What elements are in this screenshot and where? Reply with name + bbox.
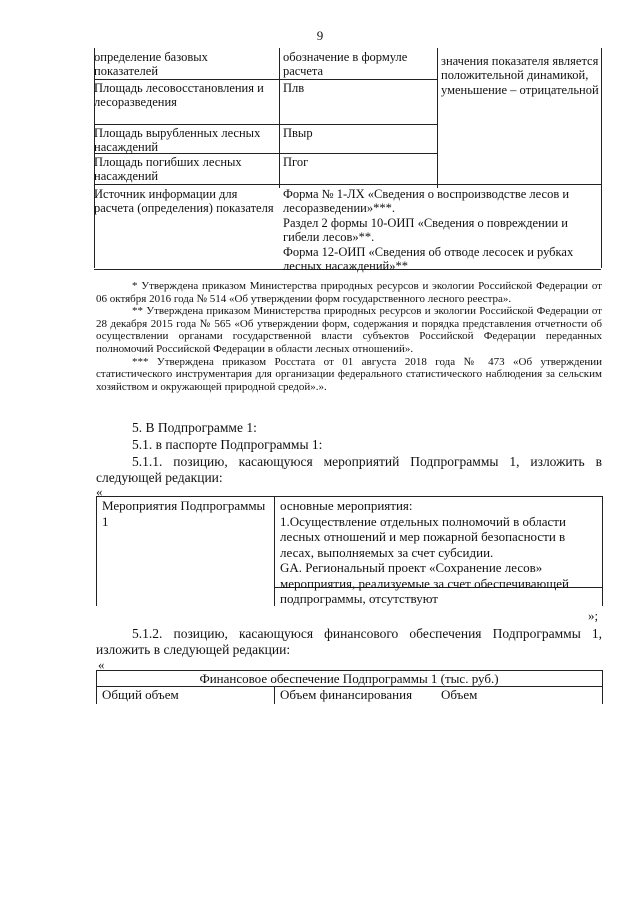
measures-table [96, 490, 602, 610]
table-cell: Плв [283, 81, 305, 95]
paragraph: 5.1.1. позицию, касающуюся мероприятий Подпрограммы 1, изложить в следующей редакции: [96, 454, 602, 485]
footnotes [96, 280, 602, 393]
table-cell [283, 187, 601, 273]
table-border [94, 184, 601, 185]
footnote: *** Утверждена приказом Росстата от 01 августа 2018 года № 473 «Об утверждении статистического инструментария для организации федерального статистического наблюдения за сельским хозяйством и окружающей природной средой».». [96, 355, 602, 393]
table-border [94, 124, 437, 125]
table-header: Финансовое обеспечение Подпрограммы 1 (тыс. руб.) [199, 671, 499, 686]
closing-quote: »; [588, 608, 599, 623]
page-number: 9 [316, 28, 324, 43]
source-line: Форма № 1-ЛХ «Сведения о воспроизводстве лесов и лесоразведении»***. [283, 187, 570, 216]
table-cell: Источник информации для расчета (определения) показателя [94, 187, 274, 216]
measure-line: основные мероприятия: [280, 498, 413, 513]
table-cell: Пгог [283, 155, 309, 169]
table-border [94, 79, 437, 80]
source-line: Раздел 2 формы 10-ОИП «Сведения о повреждении и гибели лесов»**. [283, 215, 568, 245]
paragraph: 5.1.2. позицию, касающуюся финансового обеспечения Подпрограммы 1, изложить в следующей редакции: [96, 626, 602, 657]
table-cell: Мероприятия Подпрограммы 1 [102, 498, 266, 529]
table-cell: обозначение в формуле расчета [283, 50, 408, 79]
table-border [602, 670, 603, 704]
table-border [602, 496, 603, 606]
opening-quote: « [98, 657, 105, 672]
table-cell [280, 498, 602, 607]
table-cell: Площадь погибших лесных насаждений [94, 155, 242, 184]
source-line: Форма 12-ОИП «Сведения об отводе лесосек и рубках лесных насаждений»** [283, 244, 574, 274]
table-cell: Площадь вырубленных лесных насаждений [94, 126, 261, 155]
table-cell: Объем финансирования [280, 687, 413, 702]
table-cell: Пвыр [283, 126, 313, 140]
paragraph: 5. В Подпрограмме 1: [132, 420, 257, 435]
table-border [96, 496, 97, 606]
table-cell: Общий объем [102, 687, 179, 702]
table-cell: определение базовых показателей [94, 50, 208, 79]
opening-quote: « [96, 484, 103, 499]
table-border [274, 686, 275, 704]
table-cell: Объем [441, 687, 478, 702]
table-border [274, 496, 275, 606]
measure-line: GA. Региональный проект «Сохранение лесов» [280, 560, 543, 575]
indicator-table [94, 48, 602, 278]
table-border [279, 48, 280, 188]
table-border [601, 48, 602, 268]
measure-line: 1.Осуществление отдельных полномочий в области лесных отношений и мер пожарной безопасности в лесах, выполняемых за счет субсидии. [280, 513, 566, 560]
measure-line: мероприятия, реализуемые за счет обеспечивающей подпрограммы, отсутствуют [280, 575, 570, 606]
financing-table [96, 666, 602, 706]
table-cell: Площадь лесовосстановления и лесоразведения [94, 81, 264, 110]
table-border [437, 48, 438, 188]
footnote: ** Утверждена приказом Министерства природных ресурсов и экологии Российской Федерации от 28 декабря 2015 года № 565 «Об утверждении форм, содержания и порядка представления отчетности об осуществлении органами государственной власти субъектов Российской Федерации переданных полномочий Российской Федерации в области лесных отношений». [96, 305, 602, 355]
table-cell: значения показателя является положительной динамикой, уменьшение – отрицательной [441, 54, 599, 97]
footnote: * Утверждена приказом Министерства природных ресурсов и экологии Российской Федерации от 06 октября 2016 года № 514 «Об утверждении форм государственного лесного реестра». [96, 280, 602, 305]
table-border [96, 496, 602, 497]
paragraph: 5.1. в паспорте Подпрограммы 1: [132, 437, 323, 452]
